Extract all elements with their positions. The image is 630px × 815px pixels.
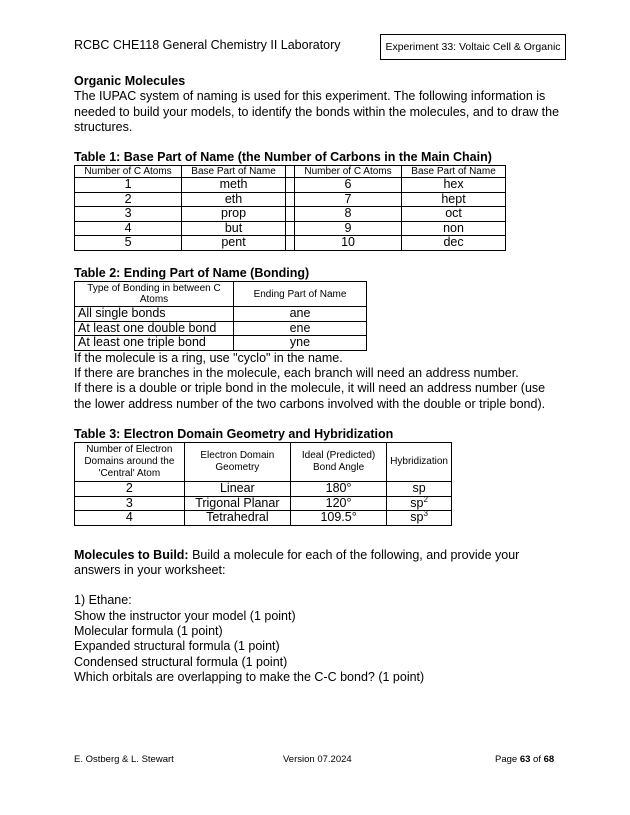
table-cell: 3 <box>75 496 185 511</box>
table-cell <box>387 511 452 526</box>
table-cell: 180° <box>290 482 386 497</box>
table-cell: 6 <box>294 178 401 193</box>
table-row <box>75 236 506 251</box>
table-row <box>75 482 452 497</box>
table-cell: 2 <box>75 482 185 497</box>
ethane-item: Expanded structural formula (1 point) <box>74 639 280 654</box>
table1-header: Base Part of Name <box>182 166 286 178</box>
build-text: Build a molecule for each of the following, and provide your answers in your worksheet: <box>74 547 520 578</box>
table-cell: All single bonds <box>75 307 234 322</box>
hybridization-base: sp <box>410 495 424 510</box>
note-multiple-bond: If there is a double or triple bond in the molecule, it will need an address number (use the lower address number of the two carbons involved with the double or triple bond). <box>74 381 546 411</box>
table-cell: At least one double bond <box>75 321 234 336</box>
experiment-box: Experiment 33: Voltaic Cell & Organic <box>380 34 566 60</box>
table-cell: hept <box>402 192 506 207</box>
table-cell: prop <box>182 207 286 222</box>
table-cell: 1 <box>75 178 182 193</box>
table3-header: Electron Domain Geometry <box>184 443 290 482</box>
note-branches: If there are branches in the molecule, each branch will need an address number. <box>74 366 519 381</box>
table1-header-row <box>75 166 506 178</box>
total-pages: 68 <box>543 754 555 765</box>
table-cell: meth <box>182 178 286 193</box>
table-cell: oct <box>402 207 506 222</box>
table2-header: Type of Bonding in between C Atoms <box>75 282 234 307</box>
build-heading: Molecules to Build: <box>74 547 189 562</box>
table-cell: 3 <box>75 207 182 222</box>
table-cell: eth <box>182 192 286 207</box>
table-row <box>75 221 506 236</box>
ethane-item: Which orbitals are overlapping to make the C-C bond? (1 point) <box>74 669 425 684</box>
table-cell: Tetrahedral <box>184 511 290 526</box>
current-page: 63 <box>519 754 531 765</box>
hybridization-superscript: 2 <box>423 494 428 504</box>
table-cell <box>387 482 452 497</box>
table-row <box>75 321 367 336</box>
table1-base-names <box>74 165 506 251</box>
table2-endings <box>74 281 367 351</box>
table-row <box>75 511 452 526</box>
table-cell: 120° <box>290 496 386 511</box>
table-row <box>75 207 506 222</box>
table-cell: 10 <box>294 236 401 251</box>
hybridization-superscript: 3 <box>423 509 428 519</box>
section-heading-organic: Organic Molecules <box>74 74 186 88</box>
table3-title: Table 3: Electron Domain Geometry and Hybridization <box>74 426 394 441</box>
table-row <box>75 192 506 207</box>
build-paragraph <box>74 548 560 579</box>
table1-header: Base Part of Name <box>402 166 506 178</box>
table2-header-row <box>75 282 367 307</box>
footer-page-number <box>495 754 554 765</box>
table-cell: dec <box>402 236 506 251</box>
table3-header: Number of Electron Domains around the 'Central' Atom <box>75 443 185 482</box>
footer-authors: E. Ostberg & L. Stewart <box>74 754 174 765</box>
table-cell: 4 <box>75 221 182 236</box>
ethane-item: Molecular formula (1 point) <box>74 623 223 638</box>
table3-header-row <box>75 443 452 482</box>
table-cell: ene <box>234 321 367 336</box>
hybridization-base: sp <box>412 481 426 496</box>
header-title: RCBC CHE118 General Chemistry II Laboratory <box>74 38 341 52</box>
hybridization-base: sp <box>410 510 424 525</box>
table2-title: Table 2: Ending Part of Name (Bonding) <box>74 265 310 280</box>
table-cell: At least one triple bond <box>75 336 234 351</box>
table-cell: 8 <box>294 207 401 222</box>
ethane-item: Show the instructor your model (1 point) <box>74 608 296 623</box>
footer-version: Version 07.2024 <box>283 754 352 765</box>
table3-geometry <box>74 442 452 526</box>
note-ring: If the molecule is a ring, use "cyclo" in the name. <box>74 350 343 365</box>
table-cell <box>387 496 452 511</box>
table-cell: non <box>402 221 506 236</box>
ethane-item: Condensed structural formula (1 point) <box>74 654 288 669</box>
table-row <box>75 307 367 322</box>
table1-header: Number of C Atoms <box>75 166 182 178</box>
intro-paragraph: The IUPAC system of naming is used for this experiment. The following information is needed to build your models, to identify the bonds within the molecules, and to draw the structures. <box>74 89 560 134</box>
table-cell: yne <box>234 336 367 351</box>
table-cell: 4 <box>75 511 185 526</box>
table-cell: pent <box>182 236 286 251</box>
table-cell: Linear <box>184 482 290 497</box>
table3-header: Hybridization <box>387 443 452 482</box>
table-row <box>75 178 506 193</box>
table1-header: Number of C Atoms <box>294 166 401 178</box>
table-cell: 9 <box>294 221 401 236</box>
table-cell: 2 <box>75 192 182 207</box>
table-cell: hex <box>402 178 506 193</box>
table-row <box>75 336 367 351</box>
table-cell: but <box>182 221 286 236</box>
table2-header: Ending Part of Name <box>234 282 367 307</box>
table-cell: ane <box>234 307 367 322</box>
table-cell: Trigonal Planar <box>184 496 290 511</box>
table-cell: 7 <box>294 192 401 207</box>
table1-title: Table 1: Base Part of Name (the Number of Carbons in the Main Chain) <box>74 150 492 165</box>
table-row <box>75 496 452 511</box>
page-prefix: Page <box>495 754 520 765</box>
page-content <box>74 74 560 685</box>
table-cell: 5 <box>75 236 182 251</box>
table-cell: 109.5° <box>290 511 386 526</box>
page-mid: of <box>530 754 544 765</box>
table3-header: Ideal (Predicted) Bond Angle <box>290 443 386 482</box>
ethane-title: 1) Ethane: <box>74 593 132 608</box>
